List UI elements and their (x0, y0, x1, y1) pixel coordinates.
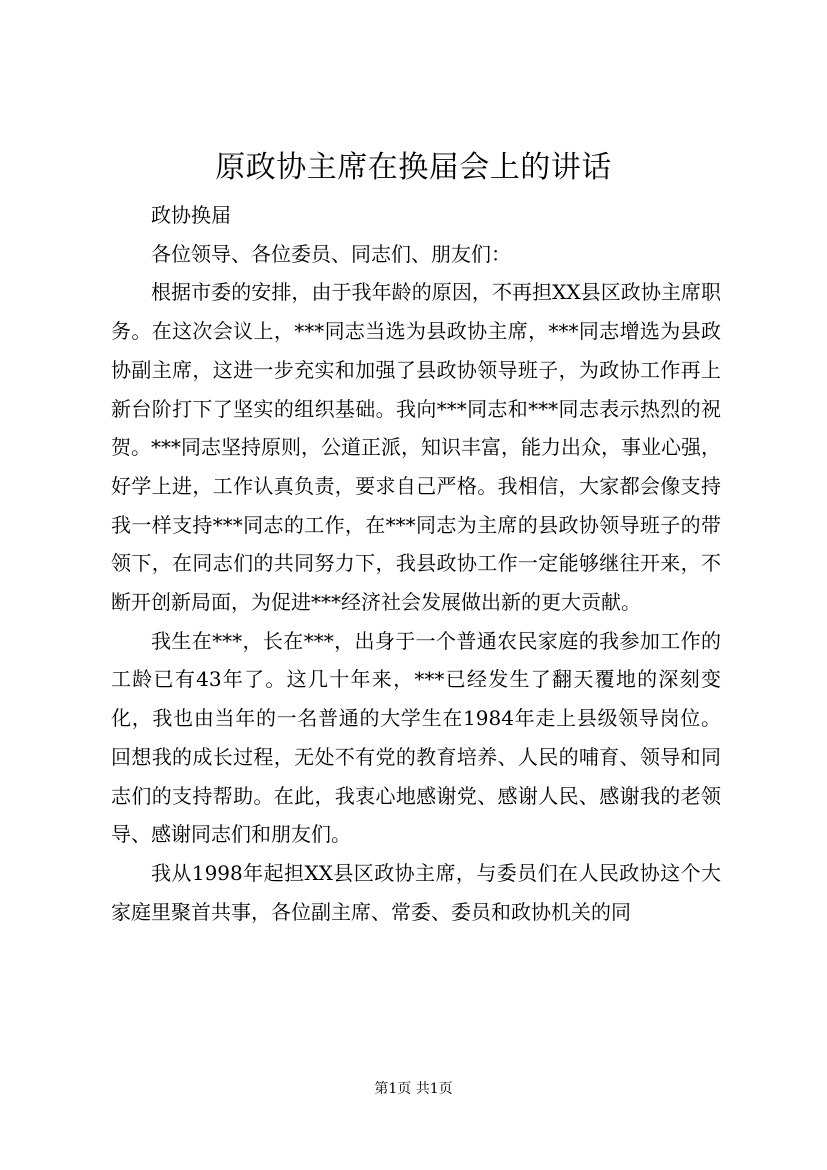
paragraph: 我生在***，长在***，出身于一个普通农民家庭的我参加工作的工龄已有43年了。这几十年来，***已经发生了翻天覆地的深刻变化，我也由当年的一名普通的大学生在1984年走上县级领导岗位。回想我的成长过程，无处不有党的教育培养、人民的哺育、领导和同志们的支持帮助。在此，我衷心地感谢党、感谢人民、感谢我的老领导、感谢同志们和朋友们。 (111, 628, 721, 847)
paragraph: 根据市委的安排，由于我年龄的原因，不再担XX县区政协主席职务。在这次会议上，***同志当选为县政协主席，***同志增选为县政协副主席，这进一步充实和加强了县政协领导班子，为政协工作再上新台阶打下了坚实的组织基础。我向***同志和***同志表示热烈的祝贺。***同志坚持原则，公道正派，知识丰富，能力出众，事业心强，好学上进，工作认真负责，要求自己严格。我相信，大家都会像支持我一样支持***同志的工作，在***同志为主席的县政协领导班子的带领下，在同志们的共同努力下，我县政协工作一定能够继往开来，不断开创新局面，为促进***经济社会发展做出新的更大贡献。 (111, 280, 721, 615)
paragraph-salutation: 各位领导、各位委员、同志们、朋友们： (151, 241, 511, 266)
page-footer: 第1页 共1页 (374, 1081, 453, 1097)
paragraph-heading: 政协换届 (151, 203, 231, 227)
document-title: 原政协主席在换届会上的讲话 (215, 150, 612, 185)
document-body (111, 196, 721, 931)
paragraph: 我从1998年起担XX县区政协主席，与委员们在人民政协这个大家庭里聚首共事，各位副主席、常委、委员和政协机关的同 (111, 860, 721, 924)
